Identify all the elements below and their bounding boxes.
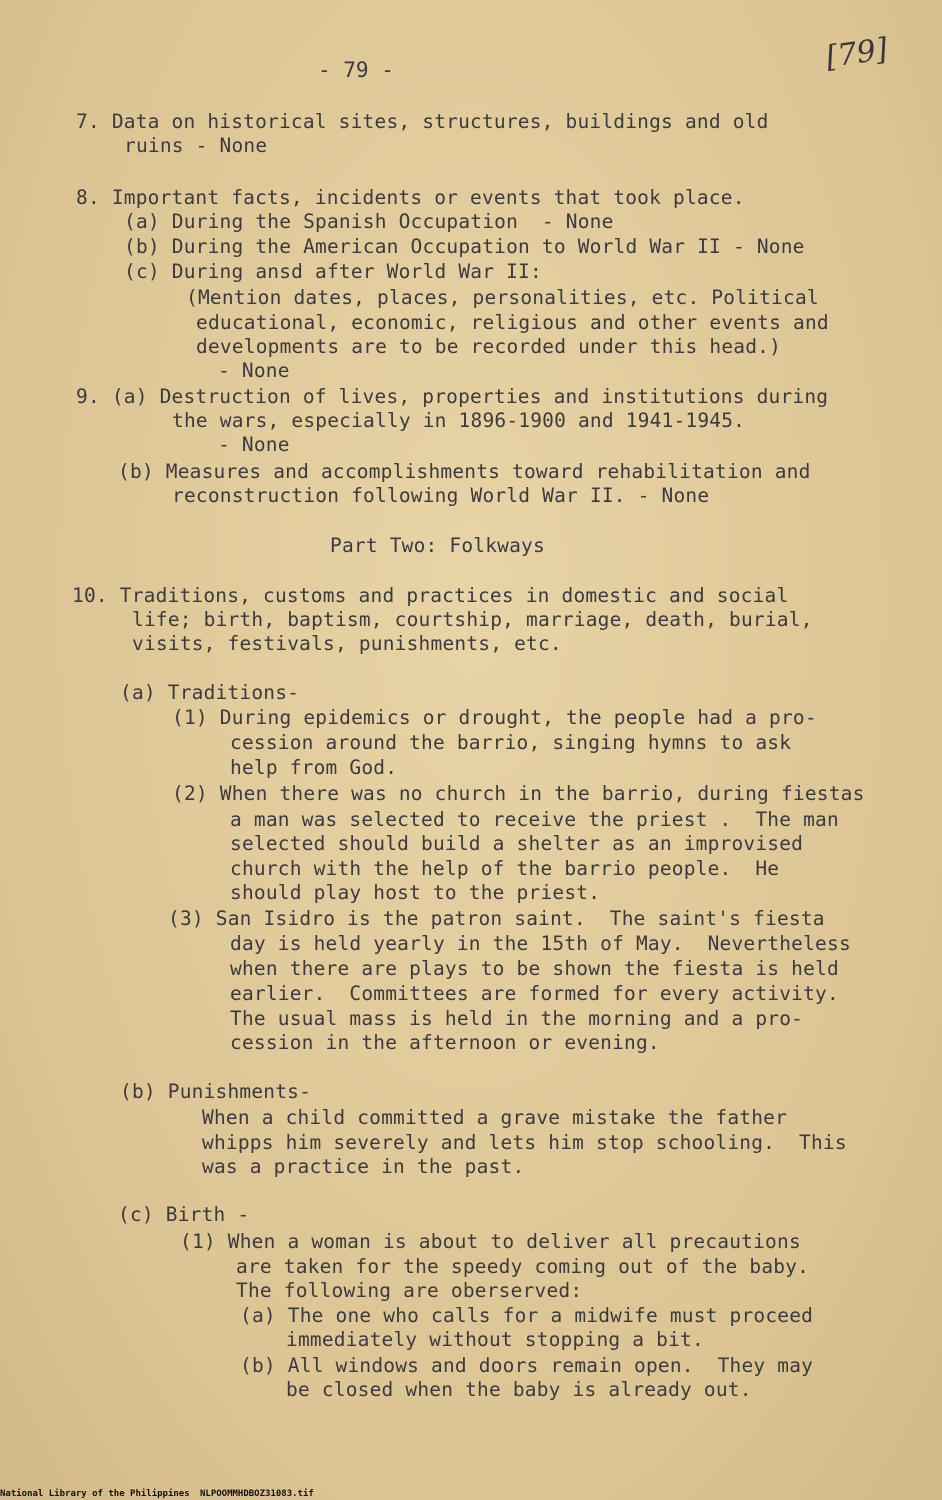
- footer-library: National Library of the Philippines: [0, 1489, 190, 1499]
- tradition-3-line-4: earlier. Committees are formed for every activity.: [230, 982, 839, 1005]
- birth-1-line-2: are taken for the speedy coming out of the baby.: [236, 1255, 810, 1278]
- item-8c-note-1: (Mention dates, places, personalities, etc. Political: [186, 286, 819, 309]
- corner-page-mark: [79]: [823, 31, 890, 76]
- tradition-2-line-5: should play host to the priest.: [230, 881, 601, 904]
- tradition-2-line-3: selected should build a shelter as an improvised: [230, 832, 804, 855]
- tradition-2-line-2: a man was selected to receive the priest . The man: [230, 808, 839, 831]
- birth-1a-line-1: (a) The one who calls for a midwife must proceed: [240, 1304, 814, 1327]
- tradition-3-line-5: The usual mass is held in the morning and a pro-: [230, 1007, 804, 1030]
- birth-1-line-3: The following are oberserved:: [236, 1279, 583, 1302]
- item-9b-line-1: (b) Measures and accomplishments toward rehabilitation and: [118, 460, 811, 483]
- item-9b-line-2: reconstruction following World War II. - None: [172, 484, 710, 507]
- footer-filename: NLPOOMMHDBOZ31083.tif: [200, 1489, 314, 1499]
- item-8c-answer: - None: [218, 359, 290, 382]
- item-9a-answer: - None: [218, 433, 290, 456]
- tradition-1-line-3: help from God.: [230, 756, 398, 779]
- punishments-line-3: was a practice in the past.: [202, 1155, 525, 1178]
- tradition-1-line-1: (1) During epidemics or drought, the people had a pro-: [172, 706, 817, 729]
- punishments-line-1: When a child committed a grave mistake the father: [202, 1106, 788, 1129]
- birth-1a-line-2: immediately without stopping a bit.: [286, 1328, 704, 1351]
- item-8b: (b) During the American Occupation to World War II - None: [124, 235, 805, 258]
- tradition-3-line-2: day is held yearly in the 15th of May. Nevertheless: [230, 932, 851, 955]
- punishments-heading: (b) Punishments-: [120, 1080, 312, 1103]
- item-10-line-1: 10. Traditions, customs and practices in domestic and social: [72, 584, 789, 607]
- tradition-3-line-3: when there are plays to be shown the fiesta is held: [230, 957, 839, 980]
- birth-1b-line-1: (b) All windows and doors remain open. They may: [240, 1354, 814, 1377]
- item-7-line-2: ruins - None: [124, 134, 268, 157]
- birth-1-line-1: (1) When a woman is about to deliver all precautions: [180, 1230, 801, 1253]
- tradition-2-line-4: church with the help of the barrio people. He: [230, 857, 780, 880]
- item-7-line-1: 7. Data on historical sites, structures, buildings and old: [76, 110, 769, 133]
- item-10-line-2: life; birth, baptism, courtship, marriage, death, burial,: [132, 608, 813, 631]
- item-10-line-3: visits, festivals, punishments, etc.: [132, 632, 562, 655]
- traditions-heading: (a) Traditions-: [120, 681, 300, 704]
- item-8c: (c) During ansd after World War II:: [124, 260, 542, 283]
- item-8c-note-3: developments are to be recorded under this head.): [196, 335, 782, 358]
- tradition-1-line-2: cession around the barrio, singing hymns to ask: [230, 731, 792, 754]
- item-9a-line-1: 9. (a) Destruction of lives, properties and institutions during: [76, 385, 829, 408]
- tradition-3-line-1: (3) San Isidro is the patron saint. The saint's fiesta: [168, 907, 825, 930]
- item-8a: (a) During the Spanish Occupation - None: [124, 210, 614, 233]
- item-8-heading: 8. Important facts, incidents or events that took place.: [76, 186, 745, 209]
- tradition-3-line-6: cession in the afternoon or evening.: [230, 1031, 660, 1054]
- birth-heading: (c) Birth -: [118, 1203, 250, 1226]
- item-9a-line-2: the wars, especially in 1896-1900 and 1941-1945.: [172, 409, 746, 432]
- birth-1b-line-2: be closed when the baby is already out.: [286, 1378, 752, 1401]
- item-8c-note-2: educational, economic, religious and other events and: [196, 311, 829, 334]
- page-number: - 79 -: [318, 58, 394, 82]
- punishments-line-2: whipps him severely and lets him stop schooling. This: [202, 1131, 847, 1154]
- section-heading-part-two: Part Two: Folkways: [330, 534, 545, 557]
- tradition-2-line-1: (2) When there was no church in the barrio, during fiestas: [172, 782, 865, 805]
